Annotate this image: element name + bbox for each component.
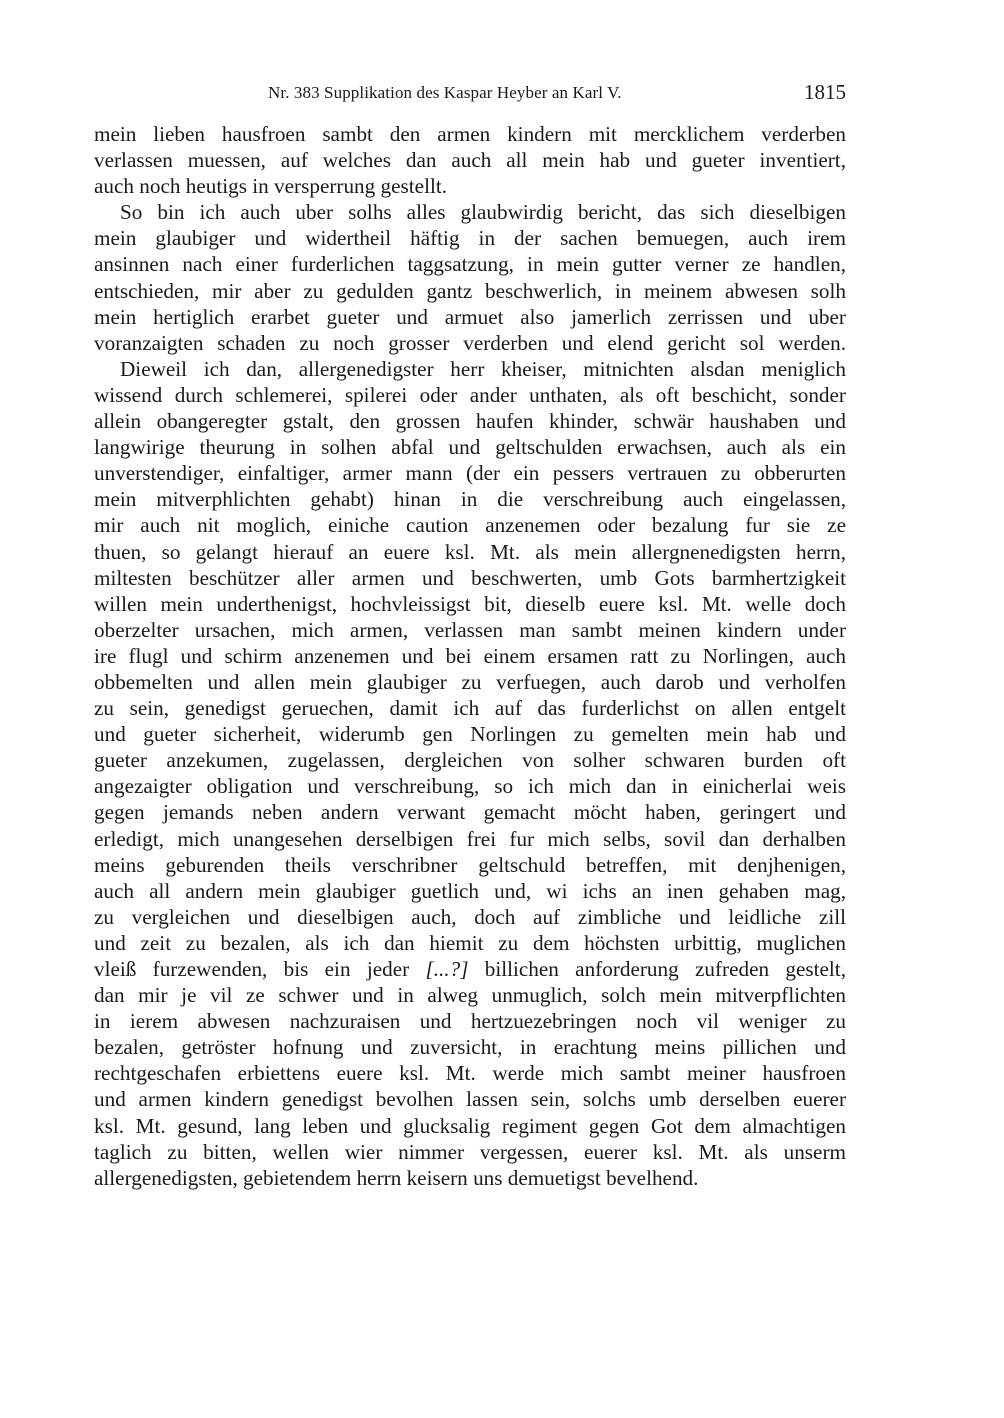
text-line: ksl. Mt. gesund, lang leben und glucksalig regiment gegen Got dem almachtigen [94,1113,846,1138]
text-segment: vleiß furzewenden, bis ein jeder [94,957,410,981]
text-line-with-editorial-note [94,956,846,982]
text-line: und gueter sicherheit, widerumb gen Norlingen zu gemelten mein hab und [94,722,846,747]
text-line: mein mitverphlichten gehabt) hinan in die verschreibung auch eingelassen, [94,487,846,512]
text-line: in ierem abwesen nachzuraisen und hertzuezebringen noch vil weniger zu [94,1009,846,1034]
text-line: bezalen, getröster hofnung und zuversicht, in erachtung meins pillichen und [94,1035,846,1060]
text-line: mir auch nit moglich, einiche caution anzenemen oder bezalung fur sie ze [94,513,846,538]
paragraph [94,121,846,199]
text-line: auch noch heutigs in versperrung gestellt. [94,174,448,199]
text-line: Dieweil ich dan, allergenedigster herr kheiser, mitnichten alsdan meniglich [120,356,846,381]
text-line: thuen, so gelangt hierauf an euere ksl. Mt. als mein allergnenedigsten herrn, [94,539,846,564]
text-line: ansinnen nach einer furderlichen taggsatzung, in mein gutter verner ze handlen, [94,252,846,277]
text-line: langwirige theurung in solhen abfal und geltschulden erwachsen, auch als ein [94,435,846,460]
text-line: mein glaubiger und widertheil häftig in der sachen bemuegen, auch irem [94,226,846,251]
paragraph [94,356,846,1191]
text-line: erledigt, mich unangesehen derselbigen frei fur mich selbs, sovil dan derhalben [94,826,846,851]
text-line: auch all andern mein glaubiger guetlich und, wi ichs an inen gehaben mag, [94,878,846,903]
text-line: meins geburenden theils verschribner geltschuld betreffen, mit denjhenigen, [94,852,846,877]
text-line: So bin ich auch uber solhs alles glaubwirdig bericht, das sich dieselbigen [120,200,846,225]
editorial-note: [...?] [425,957,469,981]
text-line: obbemelten und allen mein glaubiger zu verfuegen, auch darob und verholfen [94,669,846,694]
document-page [94,0,846,1418]
running-header [94,80,846,106]
text-line: zu vergleichen und dieselbigen auch, doch auf zimbliche und leidliche zill [94,904,846,929]
text-line: oberzelter ursachen, mich armen, verlassen man sambt meinen kindern under [94,617,846,642]
text-line: wissend durch schlemerei, spilerei oder ander unthaten, als oft beschicht, sonder [94,382,846,407]
text-line: mein hertiglich erarbet gueter und armuet also jamerlich zerrissen und uber [94,304,846,329]
paragraph [94,199,846,356]
text-line: verlassen muessen, auf welches dan auch all mein hab und gueter inventiert, [94,148,846,173]
text-line: angezaigter obligation und verschreibung, so ich mich dan in einicherlai weis [94,774,846,799]
text-line: gegen jemands neben andern verwant gemacht möcht haben, geringert und [94,800,846,825]
text-line: entschieden, mir aber zu gedulden gantz beschwerlich, in meinem abwesen solh [94,278,846,303]
running-title: Nr. 383 Supplikation des Kaspar Heyber an Karl V. [268,83,622,102]
text-line: dan mir je vil ze schwer und in alweg unmuglich, solch mein mitverpflichten [94,983,846,1008]
text-line: gueter anzekumen, zugelassen, dergleichen von solher schwaren burden oft [94,748,846,773]
text-line: und armen kindern genedigst bevolhen lassen sein, solchs umb derselben euerer [94,1087,846,1112]
page-number: 1815 [804,80,846,104]
text-line: voranzaigten schaden zu noch grosser verderben und elend gericht sol werden. [94,330,846,355]
text-line: allein obangeregter gstalt, den grossen haufen khinder, schwär haushaben und [94,409,846,434]
text-line: zu sein, genedigst geruechen, damit ich auf das furderlichst on allen entgelt [94,696,846,721]
text-line: miltesten beschützer aller armen und beschwerten, umb Gots barmhertzigkeit [94,565,846,590]
text-line: allergenedigsten, gebietendem herrn keisern uns demuetigst bevelhend. [94,1165,699,1190]
text-line: willen mein underthenigst, hochvleissigst bit, dieselb euere ksl. Mt. welle doch [94,591,846,616]
body-text [94,121,846,1191]
text-line: rechtgeschafen erbiettens euere ksl. Mt. werde mich sambt meiner hausfroen [94,1061,846,1086]
text-line: ire flugl und schirm anzenemen und bei einem ersamen ratt zu Norlingen, auch [94,643,846,668]
text-line: mein lieben hausfroen sambt den armen kindern mit mercklichem verderben [94,122,846,146]
text-line: unverstendiger, einfaltiger, armer mann (der ein pessers vertrauen zu obberurten [94,461,846,486]
text-line: taglich zu bitten, wellen wier nimmer vergessen, euerer ksl. Mt. als unserm [94,1139,846,1164]
text-segment: billichen anforderung zufreden gestelt, [484,957,846,981]
text-line: und zeit zu bezalen, als ich dan hiemit zu dem höchsten urbittig, muglichen [94,930,846,955]
